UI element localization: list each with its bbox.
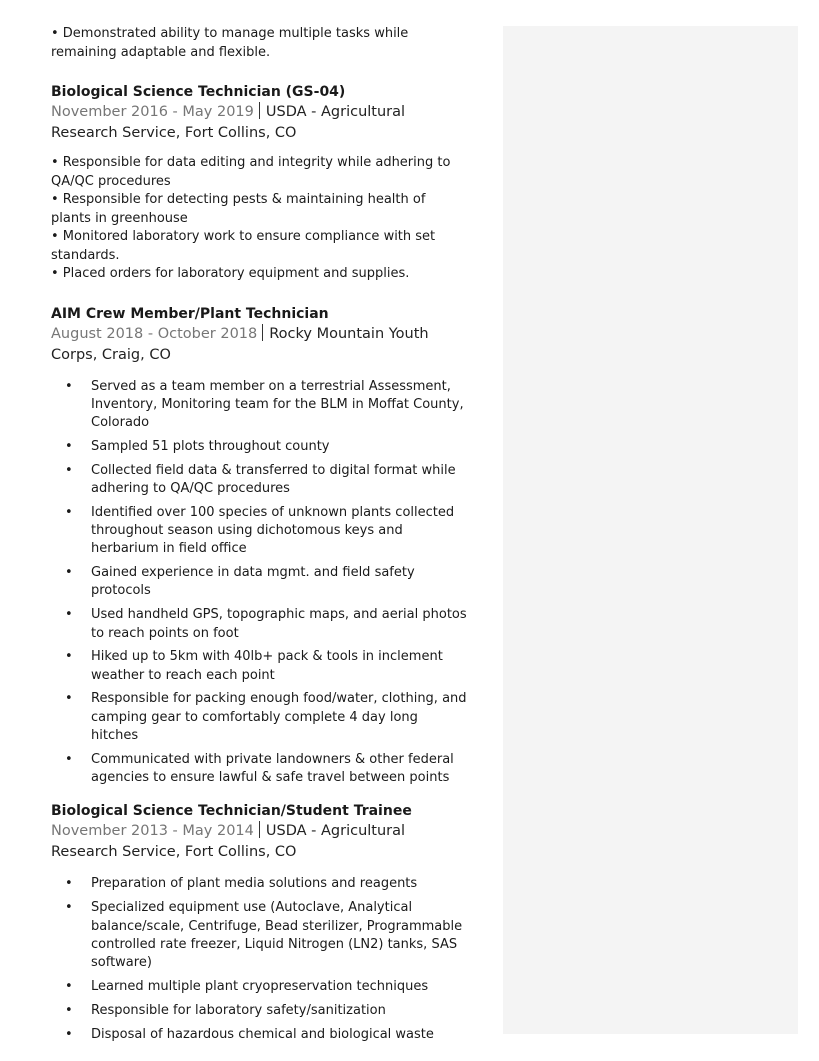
list-item: • Disposal of hazardous chemical and biological waste	[51, 1026, 467, 1044]
list-item: • Responsible for packing enough food/water, clothing, and camping gear to comfortably complete 4 day long hitches	[51, 690, 467, 745]
list-item: • Learned multiple plant cryopreservation techniques	[51, 978, 467, 996]
bullet-list	[51, 378, 467, 788]
list-item: • Used handheld GPS, topographic maps, and aerial photos to reach points on foot	[51, 606, 467, 643]
job-entry	[51, 801, 467, 1043]
list-item: • Hiked up to 5km with 40lb+ pack & tools in inclement weather to reach each point	[51, 648, 467, 685]
bullet-list	[51, 875, 467, 1043]
list-item: • Identified over 100 species of unknown plants collected throughout season using dichotomous keys and herbarium in field office	[51, 504, 467, 559]
list-item: • Collected field data & transferred to digital format while adhering to QA/QC procedures	[51, 462, 467, 499]
list-item: • Specialized equipment use (Autoclave, Analytical balance/scale, Centrifuge, Bead sterilizer, Programmable controlled rate freezer, Liquid Nitrogen (LN2) tanks, SAS software)	[51, 899, 467, 972]
experience-section	[51, 25, 467, 1049]
job-dates: November 2013 - May 2014	[51, 823, 254, 840]
job-entry	[51, 304, 467, 788]
separator	[259, 102, 260, 119]
job-meta	[51, 821, 467, 863]
list-item: • Responsible for detecting pests & maintaining health of plants in greenhouse	[51, 192, 426, 226]
sidebar-panel	[503, 26, 798, 1034]
list-item: • Responsible for data editing and integrity while adhering to QA/QC procedures	[51, 155, 451, 189]
job-employer: Rocky Mountain Youth Corps, Craig, CO	[51, 325, 429, 363]
job-employer: USDA - Agricultural Research Service, Fort Collins, CO	[51, 104, 406, 141]
list-item: • Monitored laboratory work to ensure compliance with set standards.	[51, 229, 436, 263]
job-meta	[51, 102, 467, 144]
list-item: • Gained experience in data mgmt. and field safety protocols	[51, 564, 467, 601]
job-title: AIM Crew Member/Plant Technician	[51, 305, 329, 322]
job-title: Biological Science Technician/Student Trainee	[51, 803, 412, 820]
job-employer: USDA - Agricultural Research Service, Fort Collins, CO	[51, 823, 406, 861]
list-item: • Served as a team member on a terrestrial Assessment, Inventory, Monitoring team for the BLM in Moffat County, Colorado	[51, 378, 467, 433]
separator	[262, 324, 263, 341]
job-dates: November 2016 - May 2019	[51, 104, 254, 120]
job-meta	[51, 324, 467, 366]
separator	[259, 821, 260, 838]
list-item: • Sampled 51 plots throughout county	[51, 438, 467, 456]
job-dates: August 2018 - October 2018	[51, 325, 258, 342]
bullet-list	[51, 154, 467, 284]
job-title: Biological Science Technician (GS-04)	[51, 84, 346, 100]
job-entry	[51, 82, 467, 284]
list-item: • Preparation of plant media solutions and reagents	[51, 875, 467, 893]
list-item: • Placed orders for laboratory equipment and supplies.	[51, 266, 410, 281]
intro-bullet: • Demonstrated ability to manage multiple tasks while remaining adaptable and flexible.	[51, 26, 409, 60]
list-item: • Responsible for laboratory safety/sanitization	[51, 1002, 467, 1020]
list-item: • Communicated with private landowners & other federal agencies to ensure lawful & safe travel between points	[51, 751, 467, 788]
